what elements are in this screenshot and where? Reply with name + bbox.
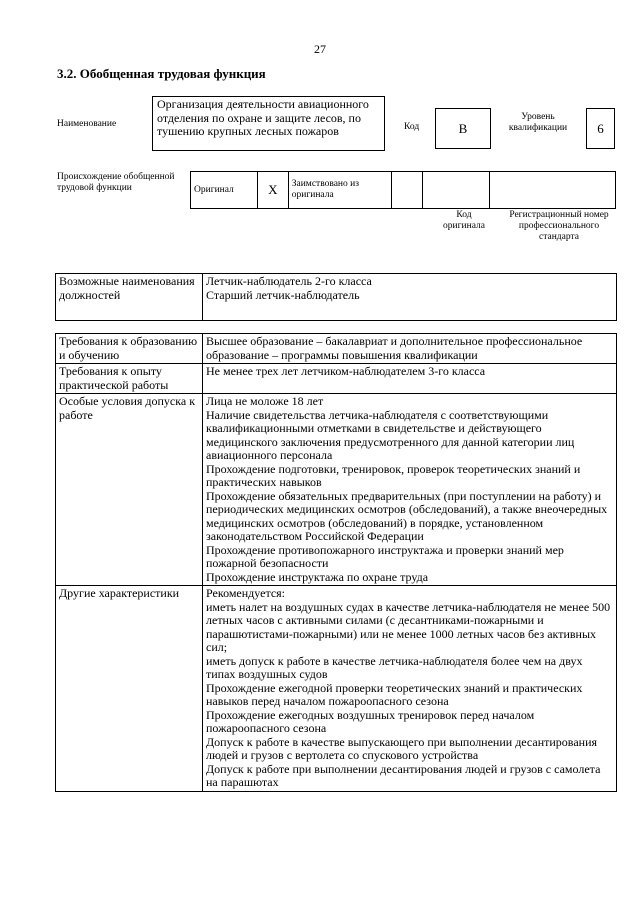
function-name: Организация деятельности авиационного отделения по охране и защите лесов, по тушению крупных лесных пожаров	[157, 97, 369, 138]
other-line: Допуск к работе при выполнении десантирования людей и грузов с самолета на парашютах	[206, 761, 601, 789]
education-line: Высшее образование – бакалавриат и дополнительное профессиональное образование – программы повышения квалификации	[206, 334, 583, 362]
origin-table	[190, 171, 616, 209]
code-box	[435, 108, 491, 149]
positions-value-cell	[203, 274, 617, 321]
condition-line: Прохождение противопожарного инструктажа и проверки знаний мер пожарной безопасности	[206, 542, 564, 570]
condition-line: Прохождение инструктажа по охране труда	[206, 569, 429, 584]
conditions-label: Особые условия допуска к работе	[59, 394, 196, 422]
condition-line: Наличие свидетельства летчика-наблюдателя с соответствующими квалификационными отметками в свидетельстве и действующего медицинского заключения предусмотренного для данной категории лиц авиационного персонала	[206, 407, 575, 462]
other-value-cell	[203, 586, 617, 792]
other-line: Допуск к работе в качестве выпускающего при выполнении десантирования людей и грузов с вертолета со спускового устройства	[206, 734, 598, 762]
experience-value-cell	[203, 364, 617, 394]
function-name-box	[152, 96, 385, 151]
reg-caption: Регистрационный номер профессионального стандарта	[509, 210, 609, 242]
conditions-label-cell	[56, 394, 203, 586]
other-line: иметь налет на воздушных судах в качестве летчика-наблюдателя не менее 500 летных часов с активными силами (с десантниками-пожарными и парашютистами-пожарными) или не менее 1000 летных часов без активных сил;	[206, 599, 611, 654]
original-label: Оригинал	[194, 184, 234, 195]
position-item: Старший летчик-наблюдатель	[206, 287, 360, 302]
origin-label: Происхождение обобщенной трудовой функции	[57, 172, 175, 193]
original-mark: X	[268, 182, 278, 197]
education-label: Требования к образованию и обучению	[59, 334, 198, 362]
conditions-value-cell	[203, 394, 617, 586]
level-label: Уровень квалификации	[508, 112, 568, 133]
condition-line: Прохождение подготовки, тренировок, проверок теоретических знаний и практических навыков	[206, 461, 581, 489]
other-label-cell	[56, 586, 203, 792]
borrowed-label-cell	[288, 172, 391, 209]
experience-label: Требования к опыту практической работы	[59, 364, 169, 392]
original-mark-cell	[257, 172, 288, 209]
level-value: 6	[597, 120, 604, 136]
original-code-cell	[422, 172, 489, 209]
reg-number-cell	[489, 172, 615, 209]
borrowed-label: Заимствовано из оригинала	[291, 179, 359, 200]
level-box	[586, 108, 615, 149]
section-title: 3.2. Обобщенная трудовая функция	[57, 66, 266, 81]
code-caption: Код оригинала	[443, 210, 485, 231]
other-line: Прохождение ежегодной проверки теоретических знаний и практических навыков перед началом пожароопасного сезона	[206, 680, 583, 708]
other-line: Рекомендуется:	[206, 586, 286, 600]
experience-label-cell	[56, 364, 203, 394]
positions-label-cell	[56, 274, 203, 321]
education-value-cell	[203, 334, 617, 364]
code-value: В	[458, 120, 468, 136]
education-label-cell	[56, 334, 203, 364]
positions-label: Возможные наименования должностей	[59, 274, 195, 302]
original-label-cell	[191, 172, 258, 209]
condition-line: Лица не моложе 18 лет	[206, 394, 324, 408]
code-label: Код	[404, 122, 420, 132]
position-item: Летчик-наблюдатель 2-го класса	[206, 274, 372, 288]
other-line: иметь допуск к работе в качестве летчика-наблюдателя более чем на двух типах воздушных судов	[206, 653, 583, 681]
name-label: Наименование	[57, 119, 117, 129]
requirements-table	[55, 333, 617, 792]
page-number: 27	[314, 42, 326, 56]
experience-line: Не менее трех лет летчиком-наблюдателем 3-го класса	[206, 364, 486, 378]
other-label: Другие характеристики	[59, 586, 180, 600]
positions-table	[55, 273, 617, 321]
borrowed-mark-cell	[391, 172, 422, 209]
other-line: Прохождение ежегодных воздушных тренировок перед началом пожароопасного сезона	[206, 707, 535, 735]
condition-line: Прохождение обязательных предварительных (при поступлении на работу) и периодических медицинских осмотров (обследований), а также внеочередных медицинских осмотров (обследований) в порядке, установленном законодательством Российской Федерации	[206, 488, 608, 543]
